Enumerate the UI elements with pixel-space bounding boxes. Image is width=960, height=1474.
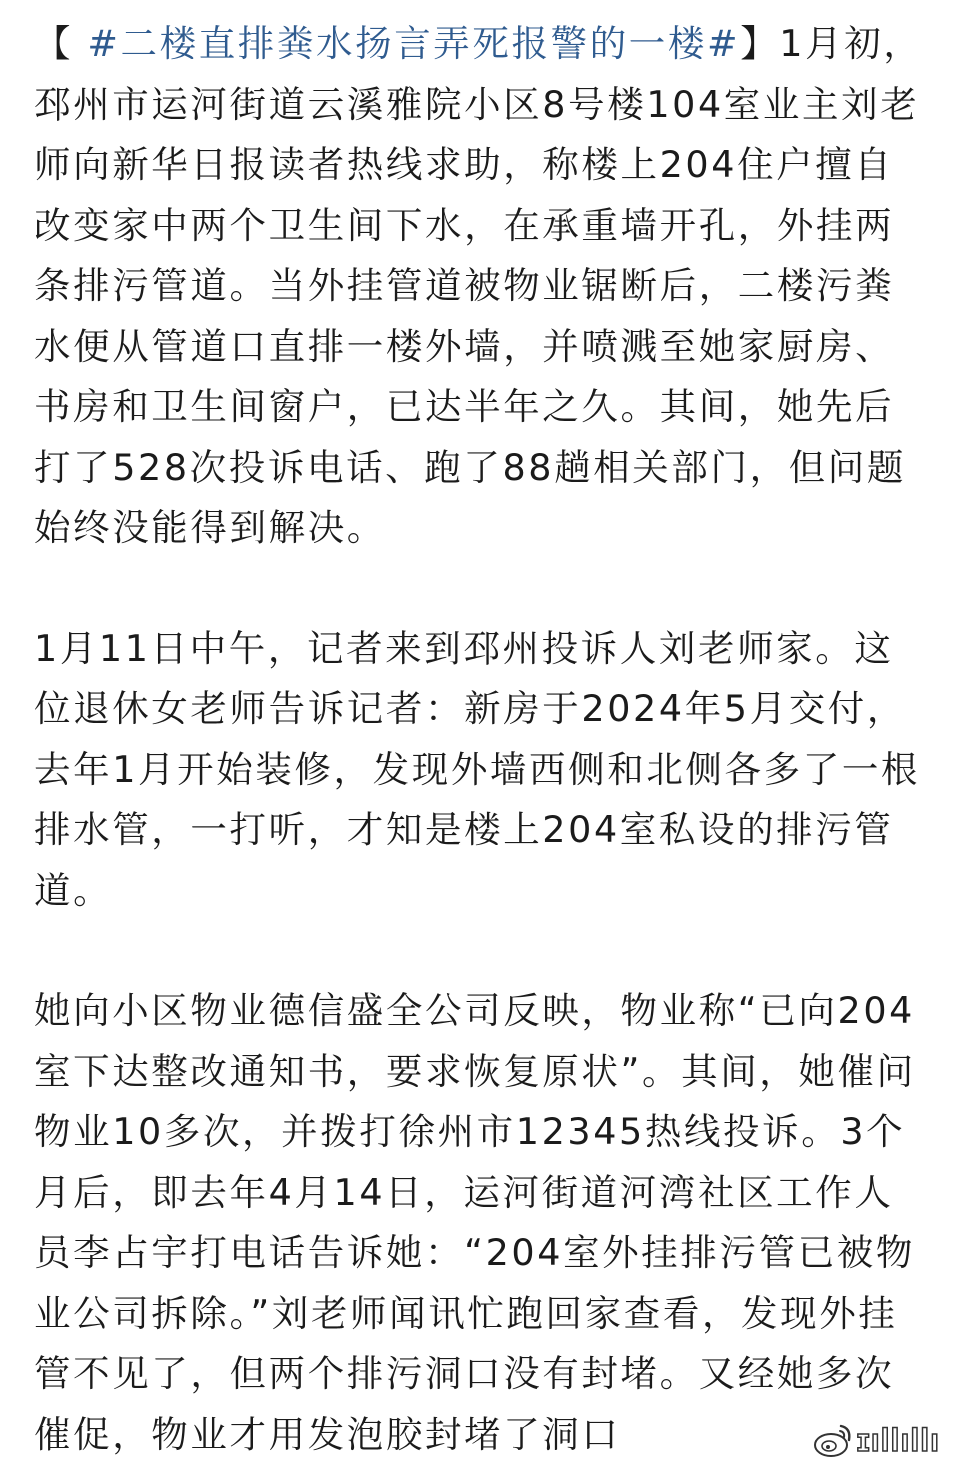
watermark	[811, 1418, 940, 1462]
hashtag-bracket-open: 【	[34, 22, 88, 65]
paragraph-1	[34, 14, 924, 559]
paragraph-1-text: 1月初，邳州市运河街道云溪雅院小区8号楼104室业主刘老师向新华日报读者热线求助，称楼上204住户擅自改变家中两个卫生间下水，在承重墙开孔，外挂两条排污管道。当外挂管道被物业锯断后，二楼污粪水便从管道口直排一楼外墙，并喷溅至她家厨房、书房和卫生间窗户，已达半年之久。其间，她先后打了528次投诉电话、跑了88趟相关部门，但问题始终没能得到解决。	[34, 22, 923, 549]
watermark-text: ɪıllıllı	[856, 1421, 940, 1458]
hashtag-link[interactable]: #二楼直排粪水扬言弄死报警的一楼#	[87, 22, 741, 65]
hashtag-bracket-close: 】	[740, 22, 780, 65]
paragraph-2: 1月11日中午，记者来到邳州投诉人刘老师家。这位退休女老师告诉记者：新房于2024年5月交付，去年1月开始装修，发现外墙西侧和北侧各多了一根排水管，一打听，才知是楼上204室私设的排污管道。	[34, 626, 921, 912]
weibo-logo-icon	[811, 1418, 855, 1462]
article-body	[34, 14, 924, 1465]
paragraph-3: 她向小区物业德信盛全公司反映，物业称“已向204室下达整改通知书，要求恢复原状”。其间，她催问物业10多次，并拨打徐州市12345热线投诉。3个月后，即去年4月14日，运河街道河湾社区工作人员李占宇打电话告诉她：“204室外挂排污管已被物业公司拆除。”刘老师闻讯忙跑回家查看，发现外挂管不见了，但两个排污洞口没有封堵。又经她多次催促，物业才用发泡胶封堵了洞口	[34, 989, 916, 1456]
